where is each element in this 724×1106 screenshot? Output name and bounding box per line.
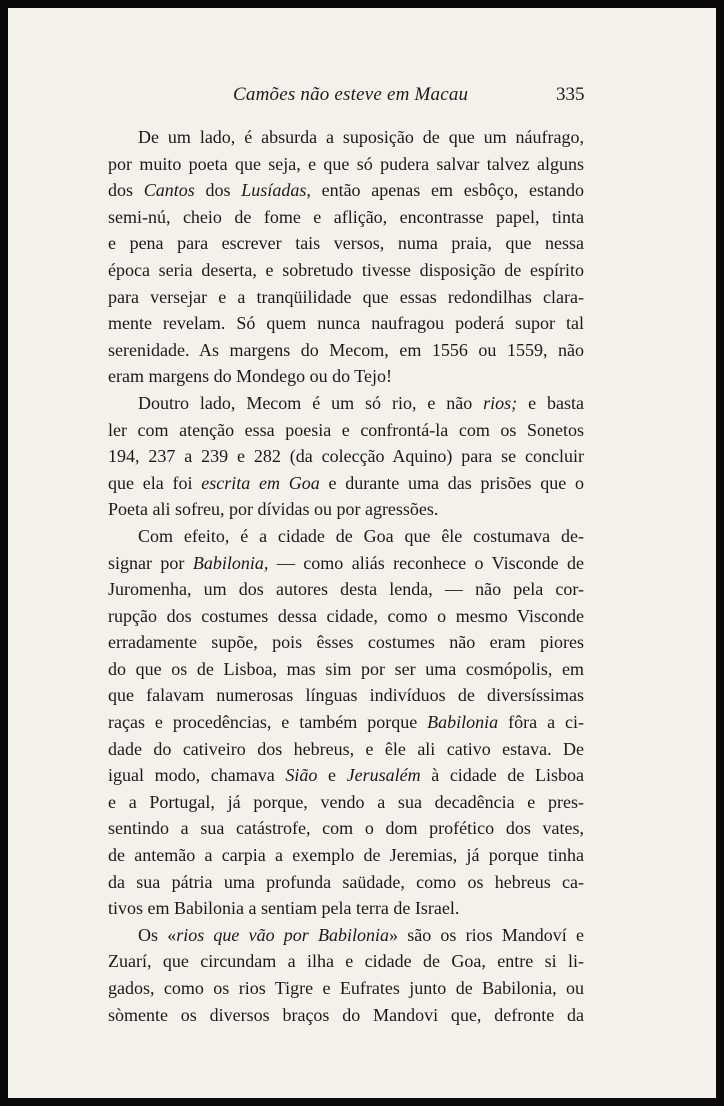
text-line: semi-nú, cheio de fome e aflição, encontrasse papel, tinta [108, 206, 584, 227]
text-line: época seria deserta, e sobretudo tivesse disposição de espírito [108, 259, 584, 280]
text-line: e pena para escrever tais versos, numa praia, que nessa [108, 233, 584, 254]
text-line: sòmente os diversos braços do Mandovi que, defronte da [108, 1004, 584, 1025]
page-header [8, 84, 716, 110]
text-line: que falavam numerosas línguas indivíduos de diversíssimas [108, 685, 584, 706]
text-line: mente revelam. Só quem nunca naufragou poderá supor tal [108, 313, 584, 334]
text-line: 194, 237 a 239 e 282 (da colecção Aquino) para se concluir [108, 446, 584, 467]
text-line: do que os de Lisboa, mas sim por ser uma cosmópolis, em [108, 658, 584, 679]
text-line: Poeta ali sofreu, por dívidas ou por agressões. [108, 499, 439, 520]
text-line: Zuarí, que circundam a ilha e cidade de Goa, entre si li- [108, 951, 584, 972]
text-line: erradamente supõe, pois êsses costumes não eram piores [108, 632, 584, 653]
text-line: da sua pátria uma profunda saüdade, como os hebreus ca- [108, 871, 584, 892]
page-number: 335 [556, 84, 585, 105]
text-line: por muito poeta que seja, e que só pudera salvar talvez alguns [108, 153, 584, 174]
text-line: Doutro lado, Mecom é um só rio, e não rios; e basta [138, 392, 584, 413]
book-page [8, 8, 716, 1098]
text-line: Juromenha, um dos autores desta lenda, — não pela cor- [108, 579, 584, 600]
text-line: De um lado, é absurda a suposição de que um náufrago, [138, 127, 584, 147]
text-line: eram margens do Mondego ou do Tejo! [108, 366, 393, 387]
text-line: para versejar e a tranqüilidade que essas redondilhas clara- [108, 286, 584, 307]
text-line: raças e procedências, e também porque Babilonia fôra a ci- [108, 712, 585, 733]
text-line: dade do cativeiro dos hebreus, e êle ali cativo estava. De [108, 738, 584, 759]
text-line: sentindo a sua catástrofe, com o dom profético dos vates, [108, 818, 584, 839]
text-line: e a Portugal, já porque, vendo a sua decadência e pres- [108, 791, 584, 812]
text-line: serenidade. As margens do Mecom, em 1556 ou 1559, não [108, 339, 584, 360]
text-line: Com efeito, é a cidade de Goa que êle costumava de- [138, 525, 584, 546]
body-text [108, 124, 584, 1028]
text-line: rupção dos costumes dessa cidade, como o mesmo Visconde [108, 605, 584, 626]
text-line: de antemão a carpia a exemplo de Jeremias, já porque tinha [108, 845, 584, 866]
text-line: que ela foi escrita em Goa e durante uma das prisões que o [108, 472, 584, 493]
text-line: signar por Babilonia, — como aliás reconhece o Visconde de [108, 552, 585, 573]
text-line: Os «rios que vão por Babilonia» são os rios Mandoví e [138, 924, 584, 945]
text-line: ler com atenção essa poesia e confrontá-la com os Sonetos [108, 419, 584, 440]
text-line: dos Cantos dos Lusíadas, então apenas em esbôço, estando [108, 180, 584, 201]
text-line: tivos em Babilonia a sentiam pela terra de Israel. [108, 898, 460, 919]
text-line: gados, como os rios Tigre e Eufrates junto de Babilonia, ou [108, 978, 584, 998]
text-line: igual modo, chamava Sião e Jerusalém à cidade de Lisboa [108, 765, 585, 786]
running-title: Camões não esteve em Macau [233, 84, 469, 105]
